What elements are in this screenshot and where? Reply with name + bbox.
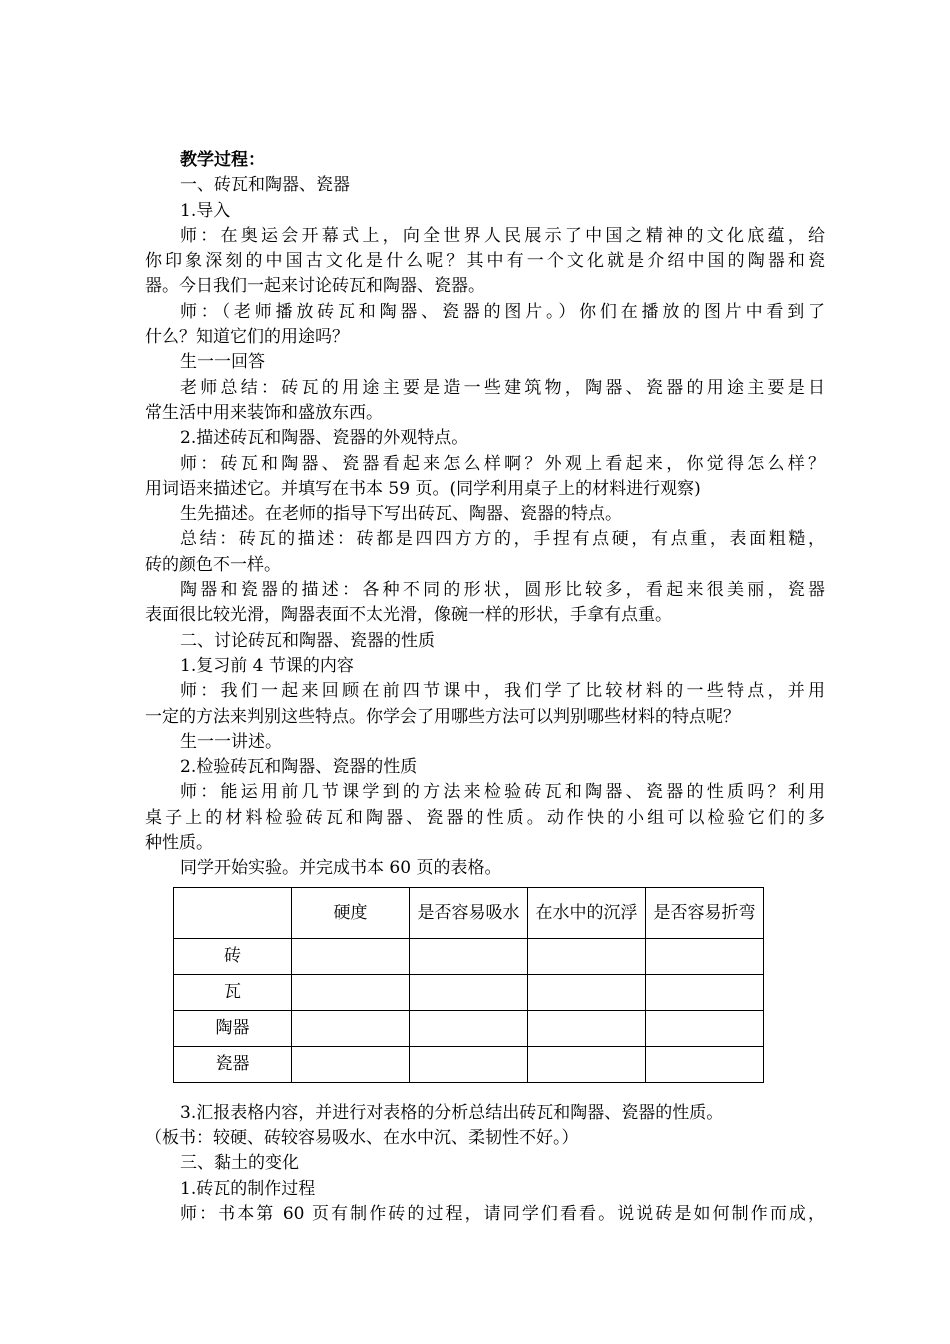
experiment-line: 同学开始实验。并完成书本 60 页的表格。 [180,858,502,879]
table-cell [292,1010,410,1046]
table-cell [410,1010,528,1046]
table-row-label: 瓦 [174,974,292,1010]
board-notes-line: （板书：较硬、砖较容易吸水、在水中沉、柔韧性不好。） [145,1127,579,1148]
summary-use-line: 老师总结：砖瓦的用途主要是造一些建筑物，陶器、瓷器的用途主要是日 [180,377,825,398]
table-row [174,938,764,974]
making-paragraph-line: 师：书本第 60 页有制作砖的过程，请同学们看看。说说砖是如何制作而成， [180,1203,825,1224]
student-describe: 生先描述。在老师的指导下写出砖瓦、陶器、瓷器的特点。 [180,504,622,525]
intro-paragraph-line: 器。今日我们一起来讨论砖瓦和陶器、瓷器。 [145,276,485,297]
table-header-cell: 是否容易折弯 [646,887,764,938]
properties-table [173,887,764,1083]
pictures-paragraph-line: 师：（老师播放砖瓦和陶器、瓷器的图片。）你们在播放的图片中看到了 [180,301,825,322]
pictures-paragraph-line: 什么？知道它们的用途吗？ [145,327,349,348]
section3-title: 三、黏土的变化 [180,1153,299,1174]
section1-title: 一、砖瓦和陶器、瓷器 [180,175,350,196]
pottery-summary-line: 表面很比较光滑，陶器表面不太光滑，像碗一样的形状，手拿有点重。 [145,605,672,626]
table-row-label: 砖 [174,938,292,974]
table-cell [292,974,410,1010]
table-header-cell: 在水中的沉浮 [528,887,646,938]
step-describe-title: 2.描述砖瓦和陶器、瓷器的外观特点。 [180,428,469,449]
summary-use-line: 常生活中用来装饰和盛放东西。 [145,402,383,423]
lesson-document [145,148,825,1227]
table-row-label: 瓷器 [174,1046,292,1082]
table-header-cell [174,887,292,938]
test-paragraph-line: 师：能运用前几节课学到的方法来检验砖瓦和陶器、瓷器的性质吗？利用 [180,782,825,803]
test-paragraph-line: 桌子上的材料检验砖瓦和陶器、瓷器的性质。动作快的小组可以检验它们的多 [145,807,825,828]
table-row [174,1010,764,1046]
table-header-cell: 是否容易吸水 [410,887,528,938]
student-answer: 生一一讲述。 [180,731,282,752]
table-cell [292,1046,410,1082]
table-cell [528,974,646,1010]
table-row [174,974,764,1010]
table-cell [528,1046,646,1082]
test-title: 2.检验砖瓦和陶器、瓷器的性质 [180,757,418,778]
report-line: 3.汇报表格内容，并进行对表格的分析总结出砖瓦和陶器、瓷器的性质。 [180,1102,724,1123]
step-intro-title: 1.导入 [180,200,231,221]
review-title: 1.复习前 4 节课的内容 [180,655,354,676]
table-header-row [174,887,764,938]
table-cell [528,1010,646,1046]
table-cell [410,974,528,1010]
intro-paragraph-line: 师：在奥运会开幕式上，向全世界人民展示了中国之精神的文化底蕴，给 [180,225,825,246]
table-row [174,1046,764,1082]
section2-title: 二、讨论砖瓦和陶器、瓷器的性质 [180,630,435,651]
table-cell [292,938,410,974]
student-answer: 生一一回答 [180,352,265,373]
test-paragraph-line: 种性质。 [145,833,213,854]
review-paragraph-line: 一定的方法来判别这些特点。你学会了用哪些方法可以判别哪些材料的特点呢？ [145,706,740,727]
brick-summary-line: 总结：砖瓦的描述：砖都是四四方方的，手捏有点硬，有点重，表面粗糙， [180,529,825,550]
table-cell [646,938,764,974]
making-title: 1.砖瓦的制作过程 [180,1178,316,1199]
review-paragraph-line: 师：我们一起来回顾在前四节课中，我们学了比较材料的一些特点，并用 [180,681,825,702]
intro-paragraph-line: 你印象深刻的中国古文化是什么呢？其中有一个文化就是介绍中国的陶器和瓷 [145,251,825,272]
heading-teaching-process: 教学过程： [180,150,265,170]
look-paragraph-line: 用词语来描述它。并填写在书本 59 页。(同学利用桌子上的材料进行观察) [145,478,701,499]
table-row-label: 陶器 [174,1010,292,1046]
table-cell [646,1046,764,1082]
table-cell [528,938,646,974]
table-cell [410,938,528,974]
look-paragraph-line: 师：砖瓦和陶器、瓷器看起来怎么样啊？外观上看起来，你觉得怎么样？ [180,453,825,474]
table-cell [410,1046,528,1082]
table-header-cell: 硬度 [292,887,410,938]
table-cell [646,1010,764,1046]
table-cell [646,974,764,1010]
brick-summary-line: 砖的颜色不一样。 [145,554,281,575]
pottery-summary-line: 陶器和瓷器的描述：各种不同的形状，圆形比较多，看起来很美丽，瓷器 [180,580,825,601]
